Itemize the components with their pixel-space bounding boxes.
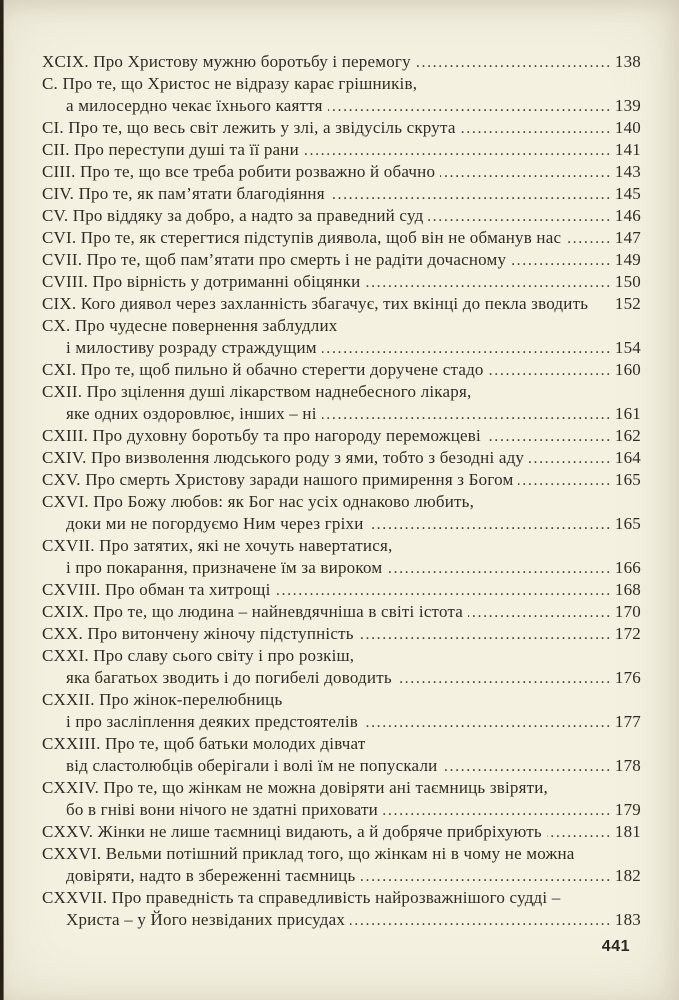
toc-entry-line (42, 425, 641, 447)
toc-entry-text: CXXVII. Про праведність та справедливість найрозважнішого судді – (42, 888, 561, 907)
dot-leader (461, 117, 612, 140)
toc-entry-line (42, 183, 641, 205)
toc-entry-page-number: 172 (614, 624, 641, 643)
toc-entry-line (42, 95, 641, 117)
dot-leader (489, 359, 612, 382)
toc-entry-line (42, 865, 641, 887)
toc-entry-page-number: 176 (614, 668, 641, 687)
toc-entry-text: CVII. Про те, щоб пам’ятати про смерть і не радіти дочасному (42, 250, 507, 269)
toc-entry-line (42, 51, 641, 73)
toc-entry-text: CX. Про чудесне повернення заблудлих (42, 316, 338, 335)
toc-entry-text: бо в гніві вони нічого не здатні приховати (66, 800, 378, 819)
dot-leader (547, 821, 612, 844)
toc-entry-page-number: 178 (614, 756, 641, 775)
toc-entry-page-number: 161 (614, 404, 641, 423)
toc-entry-page-number: 152 (614, 294, 641, 313)
dot-leader (511, 249, 612, 272)
dot-leader (566, 227, 612, 250)
toc-entry-text: C. Про те, що Христос не відразу карає грішників, (42, 74, 418, 93)
scan-edge (0, 0, 4, 1000)
toc-entry-line (42, 249, 641, 271)
toc-entry-text: Христа – у Його незвіданих присудах (66, 910, 346, 929)
toc-entry-text: яке одних оздоровлює, інших – ні (66, 404, 317, 423)
dot-leader (440, 161, 612, 184)
toc-entry-text: CXXIII. Про те, щоб батьки молодих дівчат (42, 734, 366, 753)
toc-entry-page-number: 181 (614, 822, 641, 841)
toc-entry-page-number: 140 (614, 118, 641, 137)
toc-entry-page-number: 182 (614, 866, 641, 885)
toc-entry-text: CXXIV. Про те, що жінкам не можна довіряти ані таємниць звіряти, (42, 778, 548, 797)
dot-leader (304, 139, 612, 162)
toc-entry-page-number: 168 (614, 580, 641, 599)
toc-entry-line (42, 227, 641, 249)
toc-entry-line (42, 337, 641, 359)
toc-entry-line (42, 799, 641, 821)
dot-leader (383, 799, 612, 822)
toc-entry-text: CXVII. Про затятих, які не хочуть навертатися, (42, 536, 393, 555)
dot-leader (322, 403, 612, 426)
dot-leader (442, 755, 611, 778)
toc-entry-line (42, 161, 641, 183)
toc-entry-line (42, 777, 641, 799)
toc-entry-page-number: 146 (614, 206, 641, 225)
toc-entry-line (42, 645, 641, 667)
toc-entry-page-number: 160 (614, 360, 641, 379)
toc-entry-text: CII. Про переступи душі та її рани (42, 140, 299, 159)
dot-leader (468, 601, 612, 624)
toc-entry-line (42, 557, 641, 579)
toc-entry-page-number: 162 (614, 426, 641, 445)
toc-entry-text: CXX. Про витончену жіночу підступність (42, 624, 354, 643)
toc-entry-text: CXXII. Про жінок-перелюбниць (42, 690, 283, 709)
toc-entry-line (42, 403, 641, 425)
dot-leader (363, 711, 612, 734)
toc-entry-text: і про засліплення деяких предстоятелів (66, 712, 358, 731)
toc-entry-page-number: 154 (614, 338, 641, 357)
dot-leader (350, 909, 612, 932)
toc-entry-text: CXIV. Про визволення людського роду з ями, тобто з безодні аду (42, 448, 525, 467)
toc-entry-text: CI. Про те, що весь світ лежить у злі, а звідусіль скрута (42, 118, 456, 137)
toc-entry-line (42, 711, 641, 733)
toc-entry-line (42, 513, 641, 535)
toc-entry-page-number: 139 (614, 96, 641, 115)
toc-entry-line (42, 447, 641, 469)
dot-leader (360, 865, 611, 888)
dot-leader (365, 271, 612, 294)
toc-entry-text: а милосердно чекає їхнього каяття (66, 96, 323, 115)
toc-entry-text: доки ми не погордуємо Ним через гріхи (66, 514, 364, 533)
dot-leader (328, 95, 612, 118)
toc-entry-text: CXXI. Про славу сього світу і про розкіш, (42, 646, 355, 665)
toc-entry-text: CIX. Кого диявол через захланність збагачує, тих вкінці до пекла зводить (42, 294, 589, 313)
toc-entry-line (42, 205, 641, 227)
toc-entry-page-number: 149 (614, 250, 641, 269)
toc-entry-line (42, 469, 641, 491)
toc-entry-line (42, 315, 641, 337)
page-footer (602, 938, 630, 956)
dot-leader (276, 579, 612, 602)
toc-entry-page-number: 150 (614, 272, 641, 291)
toc-entry-line (42, 733, 641, 755)
toc-entry-text: довіряти, надто в збереженні таємниць (66, 866, 356, 885)
dot-leader (322, 337, 612, 360)
dot-leader (330, 183, 612, 206)
toc-entry-text: CVIII. Про вірність у дотриманні обіцянки (42, 272, 361, 291)
toc-entry-text: CVI. Про те, як стерегтися підступів диявола, щоб він не обманув нас (42, 228, 562, 247)
toc-entry-line (42, 491, 641, 513)
dot-leader (518, 469, 611, 492)
toc-entry-line (42, 73, 641, 95)
toc-entry-text: CV. Про віддяку за добро, а надто за праведний суд (42, 206, 424, 225)
toc-entry-line (42, 117, 641, 139)
toc-entry-line (42, 623, 641, 645)
table-of-contents (42, 51, 641, 931)
toc-entry-text: CXIX. Про те, що людина – найневдячніша в світі істота (42, 602, 464, 621)
toc-entry-text: від сластолюбців оберігали і волі їм не попускали (66, 756, 438, 775)
dot-leader (387, 557, 612, 580)
toc-entry-line (42, 909, 641, 931)
toc-entry-text: яка багатьох зводить і до погибелі доводить (66, 668, 392, 687)
dot-leader (416, 51, 612, 74)
toc-entry-text: XCIX. Про Христову мужню боротьбу і перемогу (42, 52, 411, 71)
toc-entry-line (42, 359, 641, 381)
toc-entry-page-number: 165 (614, 514, 641, 533)
toc-entry-text: CXVI. Про Божу любов: як Бог нас усіх однаково любить, (42, 492, 475, 511)
toc-entry-page-number: 141 (614, 140, 641, 159)
toc-entry-page-number: 143 (614, 162, 641, 181)
toc-entry-line (42, 755, 641, 777)
toc-entry-line (42, 139, 641, 161)
toc-entry-text: і про покарання, призначене їм за вироком (66, 558, 383, 577)
dot-leader (369, 513, 612, 536)
toc-entry-line (42, 579, 641, 601)
toc-entry-page-number: 145 (614, 184, 641, 203)
toc-entry-page-number: 170 (614, 602, 641, 621)
toc-entry-text: CXI. Про те, щоб пильно й обачно стерегти доручене стадо (42, 360, 484, 379)
dot-leader (397, 667, 612, 690)
toc-entry-text: CIII. Про те, що все треба робити розважно й обачно (42, 162, 436, 181)
toc-entry-line (42, 271, 641, 293)
toc-list (42, 51, 641, 931)
toc-entry-text: CXIII. Про духовну боротьбу та про нагороду переможцеві (42, 426, 481, 445)
toc-entry-page-number: 147 (614, 228, 641, 247)
toc-entry-page-number: 179 (614, 800, 641, 819)
toc-entry-line (42, 843, 641, 865)
toc-entry-page-number: 166 (614, 558, 641, 577)
dot-leader (486, 425, 612, 448)
toc-entry-page-number: 138 (614, 52, 641, 71)
toc-entry-page-number: 164 (614, 448, 641, 467)
toc-entry-line (42, 887, 641, 909)
folio-number: 441 (601, 938, 630, 955)
toc-entry-page-number: 177 (614, 712, 641, 731)
dot-leader (428, 205, 611, 228)
toc-entry-text: і милостиву розраду страждущим (66, 338, 317, 357)
toc-entry-text: CXVIII. Про обман та хитрощі (42, 580, 271, 599)
toc-entry-text: CXXV. Жінки не лише таємниці видають, а й добряче прибріхують (42, 822, 542, 841)
toc-entry-text: CIV. Про те, як пам’ятати благодіяння (42, 184, 325, 203)
dot-leader (359, 623, 612, 646)
toc-entry-line (42, 601, 641, 623)
toc-entry-line (42, 293, 641, 315)
toc-entry-page-number: 183 (614, 910, 641, 929)
toc-entry-line (42, 535, 641, 557)
toc-entry-line (42, 821, 641, 843)
toc-entry-text: CXXVI. Вельми потішний приклад того, що жінкам ні в чому не можна (42, 844, 575, 863)
toc-entry-line (42, 667, 641, 689)
toc-entry-text: CXV. Про смерть Христову заради нашого примирення з Богом (42, 470, 514, 489)
dot-leader (529, 447, 612, 470)
toc-entry-line (42, 381, 641, 403)
toc-entry-page-number: 165 (614, 470, 641, 489)
toc-entry-line (42, 689, 641, 711)
toc-entry-text: CXII. Про зцілення душі лікарством наднебесного лікаря, (42, 382, 472, 401)
